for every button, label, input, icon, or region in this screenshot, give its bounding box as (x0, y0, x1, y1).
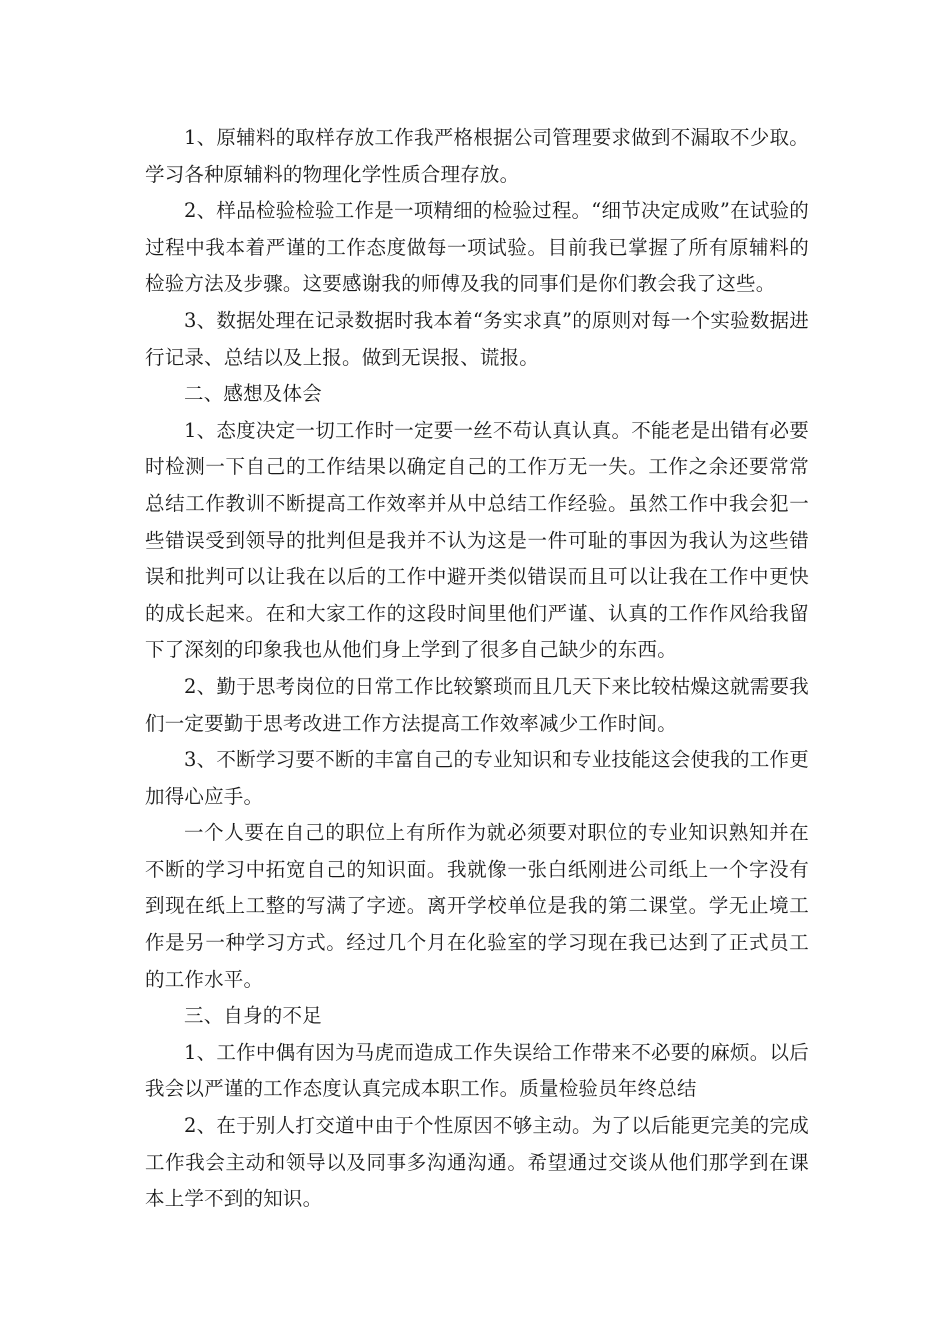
paragraph-attitude: 1、态度决定一切工作时一定要一丝不苟认真认真。不能老是出错有必要时检测一下自己的工作结果以确定自己的工作万无一失。工作之余还要常常总结工作教训不断提高工作效率并从中总结工作经验。虽然工作中我会犯一些错误受到领导的批判但是我并不认为这是一件可耻的事因为我认为这些错误和批判可以让我在以后的工作中避开类似错误而且可以让我在工作中更快的成长起来。在和大家工作的这段时间里他们严谨、认真的工作作风给我留下了深刻的印象我也从他们身上学到了很多自己缺少的东西。 (145, 418, 809, 662)
paragraph-thinking: 2、勤于思考岗位的日常工作比较繁琐而且几天下来比较枯燥这就需要我们一定要勤于思考改进工作方法提高工作效率减少工作时间。 (145, 674, 809, 735)
section-heading-reflections: 二、感想及体会 (184, 382, 322, 406)
section-heading-shortcomings: 三、自身的不足 (184, 1004, 322, 1028)
document-body (145, 120, 809, 1218)
paragraph-sampling-storage: 1、原辅料的取样存放工作我严格根据公司管理要求做到不漏取不少取。学习各种原辅料的物理化学性质合理存放。 (145, 126, 809, 186)
paragraph-communication: 2、在于别人打交道中由于个性原因不够主动。为了以后能更完美的完成工作我会主动和领导以及同事多沟通沟通。希望通过交谈从他们那学到在课本上学不到的知识。 (145, 1114, 809, 1211)
paragraph-personal-growth: 一个人要在自己的职位上有所作为就必须要对职位的专业知识熟知并在不断的学习中拓宽自己的知识面。我就像一张白纸刚进公司纸上一个字没有到现在纸上工整的写满了字迹。离开学校单位是我的第二课堂。学无止境工作是另一种学习方式。经过几个月在化验室的学习现在我已达到了正式员工的工作水平。 (145, 821, 809, 991)
paragraph-data-processing: 3、数据处理在记录数据时我本着“务实求真”的原则对每一个实验数据进行记录、总结以及上报。做到无误报、谎报。 (145, 308, 809, 369)
paragraph-learning: 3、不断学习要不断的丰富自己的专业知识和专业技能这会使我的工作更加得心应手。 (145, 748, 809, 808)
paragraph-carelessness: 1、工作中偶有因为马虎而造成工作失误给工作带来不必要的麻烦。以后我会以严谨的工作态度认真完成本职工作。质量检验员年终总结 (145, 1040, 809, 1101)
paragraph-sample-inspection: 2、样品检验检验工作是一项精细的检验过程。“细节决定成败”在试验的过程中我本着严谨的工作态度做每一项试验。目前我已掌握了所有原辅料的检验方法及步骤。这要感谢我的师傅及我的同事们是你们教会我了这些。 (145, 199, 809, 296)
